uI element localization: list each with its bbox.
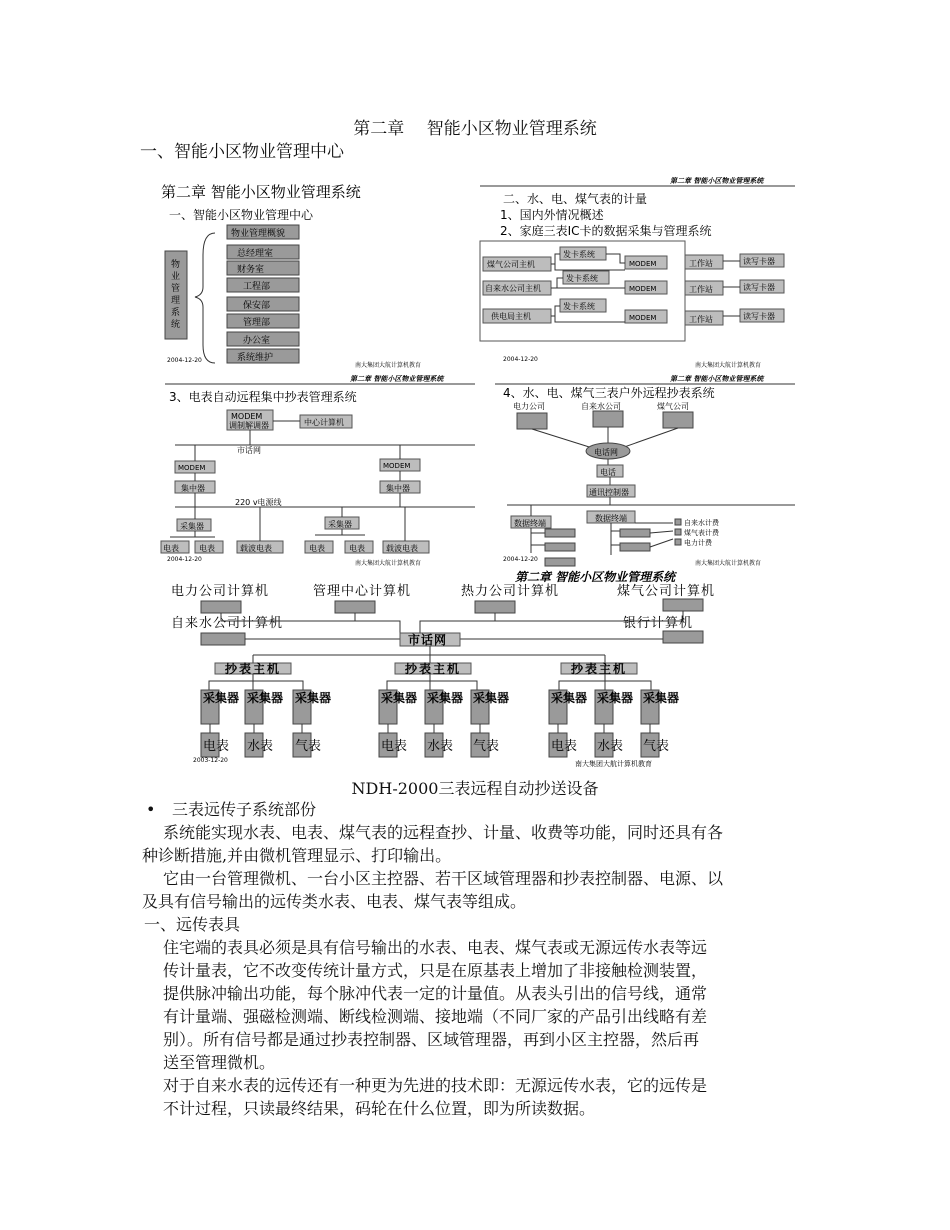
panel-outdoor-reading (495, 374, 795, 567)
svg-text:MODEM: MODEM (231, 412, 263, 421)
paragraph-line: 系统能实现水表、电表、煤气表的远程查抄、计量、收费等功能，同时还具有各 (163, 823, 724, 842)
svg-text:自来水公司计算机: 自来水公司计算机 (171, 616, 284, 631)
svg-text:集中器: 集中器 (386, 484, 410, 493)
svg-text:市话网: 市话网 (237, 446, 261, 455)
svg-text:工作站: 工作站 (689, 285, 713, 294)
svg-text:物: 物 (171, 260, 181, 270)
svg-text:物业管理概貌: 物业管理概貌 (231, 229, 286, 239)
svg-text:气表: 气表 (643, 739, 670, 754)
svg-text:电表: 电表 (199, 544, 215, 553)
subsection-heading: 一、远传表具 (144, 915, 241, 934)
svg-text:2004-12-20: 2004-12-20 (503, 356, 538, 363)
svg-text:MODEM: MODEM (629, 314, 657, 322)
svg-text:数据终端: 数据终端 (514, 519, 546, 528)
svg-text:第二章 智能小区物业管理系统: 第二章 智能小区物业管理系统 (670, 177, 764, 185)
svg-text:电表: 电表 (381, 739, 408, 754)
svg-text:总经理室: 总经理室 (237, 249, 274, 259)
svg-text:自来水公司主机: 自来水公司主机 (485, 284, 541, 293)
svg-text:采集器: 采集器 (473, 691, 510, 705)
svg-text:读写卡器: 读写卡器 (743, 257, 775, 266)
svg-text:理: 理 (171, 296, 181, 306)
svg-text:采集器: 采集器 (295, 691, 332, 705)
svg-text:3、电表自动远程集中抄表管理系统: 3、电表自动远程集中抄表管理系统 (169, 390, 357, 404)
svg-text:采集器: 采集器 (597, 691, 634, 705)
figure-caption: NDH-2000三表远程自动抄送设备 (351, 779, 599, 798)
svg-text:MODEM: MODEM (629, 285, 657, 293)
svg-text:自来水计费: 自来水计费 (684, 519, 719, 527)
svg-text:电力计费: 电力计费 (684, 539, 712, 547)
svg-text:集中器: 集中器 (181, 484, 205, 493)
system-figure (161, 175, 795, 770)
body-line: 提供脉冲输出功能，每个脉冲代表一定的计量值。从表头引出的信号线，通常 (163, 984, 708, 1003)
svg-text:读写卡器: 读写卡器 (743, 283, 775, 292)
svg-text:抄表主机: 抄表主机 (225, 662, 282, 676)
svg-text:南大集团大航计算机教育: 南大集团大航计算机教育 (355, 560, 422, 567)
svg-text:220 v电源线: 220 v电源线 (235, 498, 282, 507)
svg-text:电表: 电表 (309, 544, 325, 553)
svg-text:采集器: 采集器 (247, 691, 284, 705)
panel-ndh-2000 (171, 570, 715, 768)
panel-meter-reading (161, 374, 475, 567)
svg-text:采集器: 采集器 (551, 691, 588, 705)
svg-text:采集器: 采集器 (203, 691, 240, 705)
svg-text:中心计算机: 中心计算机 (304, 418, 344, 427)
svg-text:发卡系统: 发卡系统 (563, 302, 595, 311)
svg-text:第二章 智能小区物业管理系统: 第二章 智能小区物业管理系统 (515, 570, 676, 584)
body-line: 有计量端、强磁检测端、断线检测端、接地端（不同厂家的产品引出线略有差 (163, 1007, 708, 1026)
svg-text:通讯控制器: 通讯控制器 (589, 488, 629, 497)
svg-text:发卡系统: 发卡系统 (566, 274, 598, 283)
svg-text:采集器: 采集器 (381, 691, 418, 705)
svg-text:电表: 电表 (349, 544, 365, 553)
svg-text:工程部: 工程部 (243, 282, 271, 292)
bullet-text: 三表远传子系统部份 (172, 800, 317, 819)
svg-text:自来水公司: 自来水公司 (581, 402, 621, 411)
svg-text:4、水、电、煤气三表户外远程抄表系统: 4、水、电、煤气三表户外远程抄表系统 (503, 386, 715, 400)
svg-text:煤气公司: 煤气公司 (657, 402, 689, 411)
svg-text:财务室: 财务室 (237, 265, 265, 275)
svg-text:银行计算机: 银行计算机 (623, 616, 694, 631)
paragraph-line: 种诊断措施,并由微机管理显示、打印输出。 (142, 846, 452, 865)
body-line: 对于自来水表的远传还有一种更为先进的技术即：无源远传水表，它的远传是 (163, 1076, 708, 1095)
svg-text:水表: 水表 (597, 739, 624, 754)
body-line: 不计过程，只读最终结果，码轮在什么位置，即为所读数据。 (163, 1099, 596, 1118)
svg-text:电力公司计算机: 电力公司计算机 (171, 584, 270, 599)
svg-text:电力公司: 电力公司 (513, 402, 545, 411)
svg-text:电表: 电表 (551, 739, 578, 754)
section-heading: 一、智能小区物业管理中心 (140, 142, 344, 162)
svg-text:煤气表计费: 煤气表计费 (684, 529, 719, 537)
panel-org-chart (161, 183, 421, 369)
svg-text:煤气公司主机: 煤气公司主机 (487, 260, 535, 269)
svg-text:电话网: 电话网 (594, 448, 618, 457)
svg-text:系: 系 (171, 308, 181, 318)
svg-text:MODEM: MODEM (383, 462, 411, 470)
svg-text:业: 业 (171, 272, 181, 282)
svg-text:采集器: 采集器 (643, 691, 680, 705)
svg-text:抄表主机: 抄表主机 (405, 662, 462, 676)
svg-text:统: 统 (171, 320, 181, 330)
svg-text:南大集团大航计算机教育: 南大集团大航计算机教育 (695, 560, 762, 567)
svg-text:读写卡器: 读写卡器 (743, 312, 775, 321)
p1-title: 第二章 智能小区物业管理系统 (161, 183, 361, 201)
svg-text:第二章 智能小区物业管理系统: 第二章 智能小区物业管理系统 (350, 375, 444, 383)
svg-text:煤气公司计算机: 煤气公司计算机 (617, 584, 716, 599)
svg-text:南大集团大航计算机教育: 南大集团大航计算机教育 (355, 362, 422, 369)
svg-text:保安部: 保安部 (243, 301, 271, 311)
svg-text:抄表主机: 抄表主机 (571, 662, 628, 676)
svg-text:数据终端: 数据终端 (595, 514, 627, 523)
bullet-mark: • (146, 800, 156, 819)
svg-text:采集器: 采集器 (427, 691, 464, 705)
p1-sub: 一、智能小区物业管理中心 (169, 208, 314, 222)
svg-text:载波电表: 载波电表 (386, 544, 418, 553)
svg-text:2004-12-20: 2004-12-20 (167, 357, 202, 364)
svg-text:气表: 气表 (295, 739, 322, 754)
svg-text:电话: 电话 (600, 468, 616, 477)
svg-text:南大集团大航计算机教育: 南大集团大航计算机教育 (575, 760, 652, 768)
svg-text:载波电表: 载波电表 (240, 544, 272, 553)
svg-text:调制解调器: 调制解调器 (229, 421, 269, 430)
svg-text:2004-12-20: 2004-12-20 (167, 556, 202, 563)
svg-text:管: 管 (171, 284, 181, 294)
panel-ic-card-system (480, 176, 795, 369)
body-line: 别）。所有信号都是通过抄表控制器、区域管理器，再到小区主控器，然后再 (163, 1030, 700, 1049)
svg-text:工作站: 工作站 (689, 315, 713, 324)
svg-text:热力公司计算机: 热力公司计算机 (461, 584, 560, 599)
svg-text:MODEM: MODEM (629, 260, 657, 268)
svg-text:第二章 智能小区物业管理系统: 第二章 智能小区物业管理系统 (670, 375, 764, 383)
svg-text:1、国内外情况概述: 1、国内外情况概述 (500, 208, 604, 222)
svg-text:电表: 电表 (163, 544, 179, 553)
svg-text:2003-12-20: 2003-12-20 (193, 757, 228, 764)
svg-text:2004-12-20: 2004-12-20 (503, 556, 538, 563)
svg-text:发卡系统: 发卡系统 (563, 250, 595, 259)
svg-text:市话网: 市话网 (408, 633, 448, 647)
paragraph-line: 及具有信号输出的远传类水表、电表、煤气表等组成。 (142, 892, 527, 911)
svg-text:供电局主机: 供电局主机 (491, 312, 531, 321)
svg-text:气表: 气表 (473, 739, 500, 754)
svg-text:MODEM: MODEM (178, 464, 206, 472)
svg-text:采集器: 采集器 (328, 520, 352, 529)
body-line: 传计量表，它不改变传统计量方式，只是在原基表上增加了非接触检测装置， (163, 961, 708, 980)
chapter-title: 第二章 智能小区物业管理系统 (353, 119, 597, 139)
svg-text:水表: 水表 (247, 739, 274, 754)
paragraph-line: 它由一台管理微机、一台小区主控器、若干区域管理器和抄表控制器、电源、以 (163, 869, 724, 888)
svg-text:管理部: 管理部 (243, 318, 271, 328)
svg-text:二、水、电、煤气表的计量: 二、水、电、煤气表的计量 (503, 192, 648, 206)
svg-text:采集器: 采集器 (180, 522, 204, 531)
svg-text:办公室: 办公室 (243, 336, 271, 346)
svg-text:2、家庭三表IC卡的数据采集与管理系统: 2、家庭三表IC卡的数据采集与管理系统 (500, 224, 712, 238)
svg-text:电表: 电表 (203, 739, 230, 754)
body-line: 住宅端的表具必须是具有信号输出的水表、电表、煤气表或无源远传水表等远 (163, 938, 708, 957)
svg-text:工作站: 工作站 (689, 259, 713, 268)
svg-text:南大集团大航计算机教育: 南大集团大航计算机教育 (695, 362, 762, 369)
svg-text:水表: 水表 (427, 739, 454, 754)
svg-text:管理中心计算机: 管理中心计算机 (313, 584, 412, 599)
svg-text:系统维护: 系统维护 (237, 353, 274, 363)
body-line: 送至管理微机。 (163, 1053, 276, 1072)
